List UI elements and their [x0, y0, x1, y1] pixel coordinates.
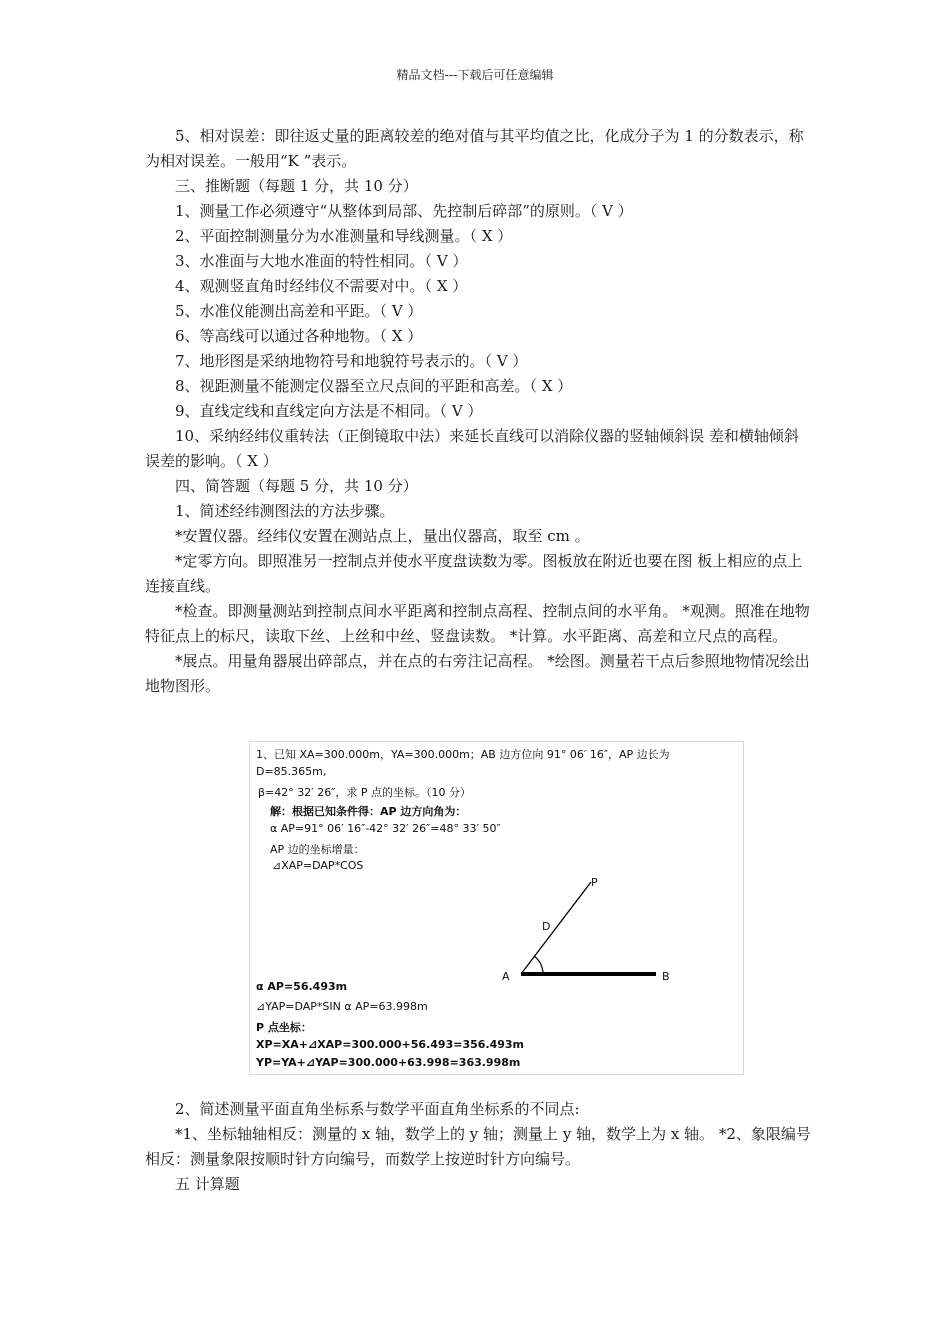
- judgment-item: 8、视距测量不能测定仪器至立尺点间的平距和高差。（ X ）: [175, 377, 573, 395]
- point-label-p: P: [591, 876, 598, 889]
- answer-step: *定零方向。即照准另一控制点并使水平度盘读数为零。图板放在附近也要在图 板上相应的点上连接直线。: [145, 552, 803, 595]
- answer-step: *展点。用量角器展出碎部点，并在点的右旁注记高程。 *绘图。测量若干点后参照地物情况绘出地物图形。: [145, 652, 810, 695]
- problem-line: D=85.365m,: [256, 765, 327, 778]
- question-text: 2、简述测量平面直角坐标系与数学平面直角坐标系的不同点:: [175, 1100, 580, 1118]
- section-heading-calculation: 五 计算题: [175, 1175, 240, 1193]
- question-text: 1、简述经纬测图法的方法步骤。: [175, 502, 395, 520]
- judgment-item: 2、平面控制测量分为水准测量和导线测量。（ X ）: [175, 227, 513, 245]
- solution-line: 解：根据已知条件得：AP 边方向角为：: [270, 805, 467, 818]
- solution-line: AP 边的坐标增量：: [270, 843, 365, 856]
- page-header: 精品文档---下载后可任意编辑: [396, 68, 554, 82]
- paragraph-relative-error: 5、相对误差：即往返丈量的距离较差的绝对值与其平均值之比，化成分子为 1 的分数表示，称为相对误差。一般用“K ”表示。: [145, 127, 804, 170]
- solution-line: ⊿YAP=DAP*SIN α AP=63.998m: [256, 1000, 428, 1013]
- answer-step: *检查。即测量测站到控制点间水平距离和控制点高程、控制点间的水平角。 *观测。照准在地物特征点上的标尺，读取下丝、上丝和中丝、竖盘读数。 *计算。水平距离、高差和立尺点的高程。: [145, 602, 810, 645]
- section-heading-short-answer: 四、简答题（每题 5 分，共 10 分）: [175, 477, 418, 495]
- answer-step: *安置仪器。经纬仪安置在测站点上，量出仪器高，取至 cm 。: [175, 527, 590, 545]
- document-body: [145, 124, 813, 699]
- judgment-item: 10、采纳经纬仪重转法（正倒镜取中法）来延长直线可以消除仪器的竖轴倾斜误 差和横轴倾斜误差的影响。（ X ）: [145, 427, 799, 470]
- judgment-item: 3、水准面与大地水准面的特性相同。（ V ）: [175, 252, 468, 270]
- problem-line: β=42° 32′ 26″，求 P 点的坐标。（10 分）: [258, 786, 471, 799]
- distance-label-d: D: [542, 920, 551, 933]
- point-label-a: A: [502, 970, 510, 983]
- solution-line: α AP=91° 06′ 16″-42° 32′ 26″=48° 33′ 50″: [270, 822, 501, 835]
- section-heading-judgment: 三、推断题（每题 1 分，共 10 分）: [175, 177, 418, 195]
- point-label-b: B: [662, 970, 670, 983]
- answer-step: *1、坐标轴轴相反：测量的 x 轴，数学上的 y 轴；测量上 y 轴，数学上为 x 轴。 *2、象限编号相反：测量象限按顺时针方向编号，而数学上按逆时针方向编号。: [145, 1125, 811, 1168]
- judgment-item: 7、地形图是采纳地物符号和地貌符号表示的。（ V ）: [175, 352, 528, 370]
- judgment-item: 9、直线定线和直线定向方法是不相同。（ V ）: [175, 402, 483, 420]
- solution-line: XP=XA+⊿XAP=300.000+56.493=356.493m: [256, 1038, 525, 1051]
- judgment-item: 1、测量工作必须遵守“从整体到局部、先控制后碎部”的原则。（ V ）: [175, 202, 633, 220]
- solution-line: ⊿XAP=DAP*COS: [272, 859, 364, 872]
- judgment-item: 6、等高线可以通过各种地物。（ X ）: [175, 327, 423, 345]
- solution-line: α AP=56.493m: [256, 980, 348, 993]
- judgment-item: 4、观测竖直角时经纬仪不需要对中。（ X ）: [175, 277, 468, 295]
- solution-line: P 点坐标：: [256, 1021, 312, 1034]
- problem-line: 1、已知 XA=300.000m，YA=300.000m；AB 边方位向 91° 06′ 16″，AP 边长为: [256, 748, 670, 761]
- judgment-item: 5、水准仪能测出高差和平距。（ V ）: [175, 302, 423, 320]
- solution-line: YP=YA+⊿YAP=300.000+63.998=363.998m: [256, 1056, 521, 1069]
- angle-arc: [534, 956, 543, 974]
- calculation-figure: [249, 741, 744, 1075]
- document-body-continued: [145, 1097, 813, 1197]
- line-ap: [521, 882, 591, 974]
